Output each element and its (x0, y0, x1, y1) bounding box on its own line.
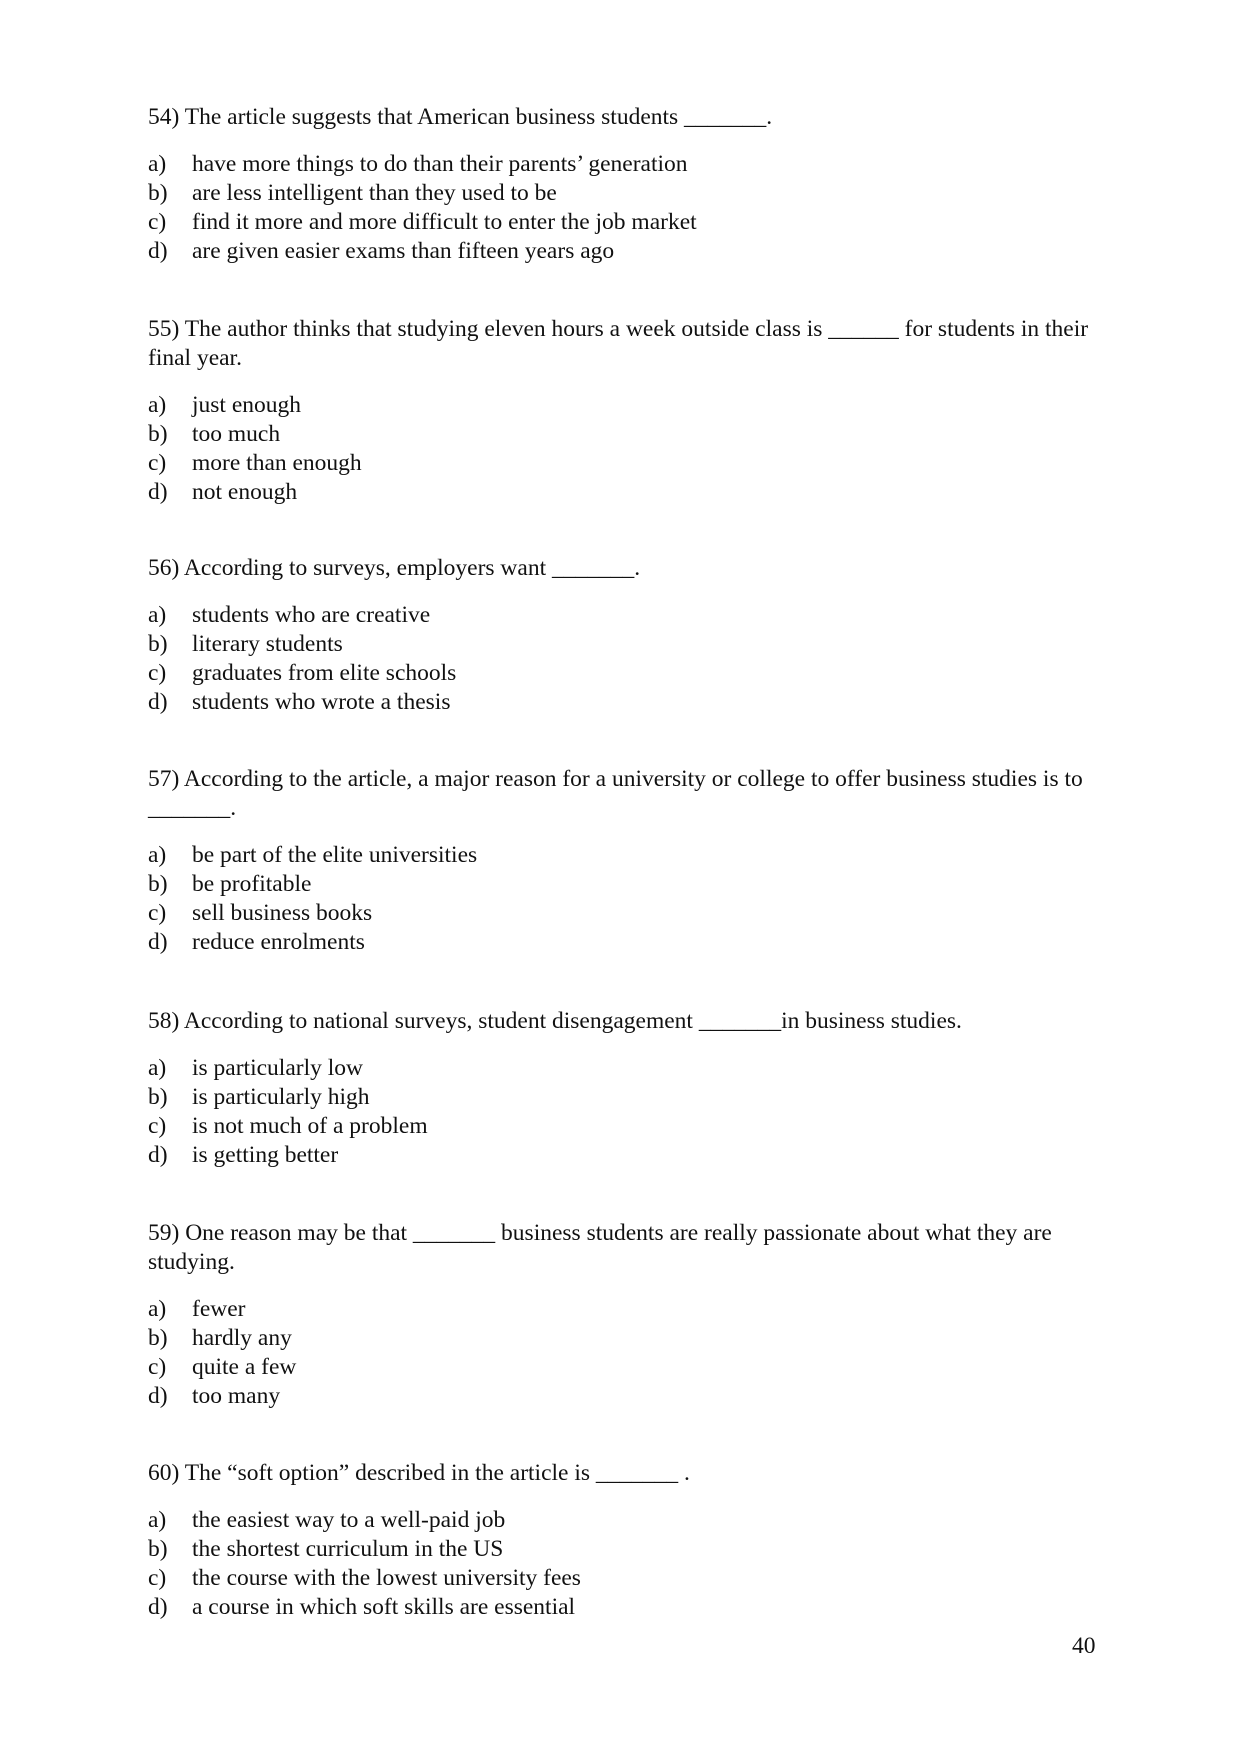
option-d: d) students who wrote a thesis (148, 689, 451, 715)
option-list (148, 1295, 1128, 1411)
option-c: c) quite a few (148, 1354, 297, 1380)
option-b: b) literary students (148, 631, 343, 657)
question-stem: 54) The article suggests that American business students _______. (148, 104, 773, 130)
option-a: a) fewer (148, 1296, 246, 1322)
option-b: b) is particularly high (148, 1084, 370, 1110)
option-d: d) not enough (148, 479, 298, 505)
question-stem: 56) According to surveys, employers want _______. (148, 555, 641, 581)
option-a: a) be part of the elite universities (148, 842, 478, 868)
option-c: c) the course with the lowest university fees (148, 1565, 581, 1591)
option-a: a) just enough (148, 392, 302, 418)
option-b: b) are less intelligent than they used to be (148, 180, 557, 206)
option-list (148, 150, 1128, 266)
question-stem: 58) According to national surveys, student disengagement _______in business studies. (148, 1008, 962, 1034)
option-b: b) hardly any (148, 1325, 292, 1351)
question-stem: 57) According to the article, a major reason for a university or college to offer business studies is to _______. (148, 766, 1083, 821)
option-list (148, 1506, 1128, 1622)
question-55 (148, 315, 1128, 507)
option-d: d) is getting better (148, 1142, 339, 1168)
option-c: c) graduates from elite schools (148, 660, 457, 686)
page-number: 40 (1072, 1633, 1096, 1659)
option-c: c) is not much of a problem (148, 1113, 428, 1139)
question-stem: 55) The author thinks that studying eleven hours a week outside class is ______ for students in their final year. (148, 316, 1089, 371)
option-list (148, 841, 1128, 957)
option-b: b) be profitable (148, 871, 312, 897)
option-c: c) find it more and more difficult to enter the job market (148, 209, 697, 235)
option-a: a) have more things to do than their parents’ generation (148, 151, 688, 177)
option-d: d) a course in which soft skills are essential (148, 1594, 576, 1620)
option-list (148, 391, 1128, 507)
option-a: a) students who are creative (148, 602, 431, 628)
option-list (148, 601, 1128, 717)
option-a: a) is particularly low (148, 1055, 363, 1081)
question-59 (148, 1219, 1128, 1411)
question-54 (148, 103, 1128, 266)
option-c: c) more than enough (148, 450, 362, 476)
question-58 (148, 1007, 1128, 1170)
option-b: b) the shortest curriculum in the US (148, 1536, 504, 1562)
option-a: a) the easiest way to a well-paid job (148, 1507, 506, 1533)
option-d: d) are given easier exams than fifteen years ago (148, 238, 615, 264)
option-b: b) too much (148, 421, 281, 447)
question-stem: 59) One reason may be that _______ business students are really passionate about what they are studying. (148, 1220, 1052, 1275)
question-56 (148, 554, 1128, 717)
option-list (148, 1054, 1128, 1170)
option-d: d) too many (148, 1383, 281, 1409)
question-57 (148, 765, 1128, 957)
question-60 (148, 1459, 1128, 1622)
question-stem: 60) The “soft option” described in the article is _______ . (148, 1460, 690, 1486)
option-d: d) reduce enrolments (148, 929, 365, 955)
option-c: c) sell business books (148, 900, 373, 926)
